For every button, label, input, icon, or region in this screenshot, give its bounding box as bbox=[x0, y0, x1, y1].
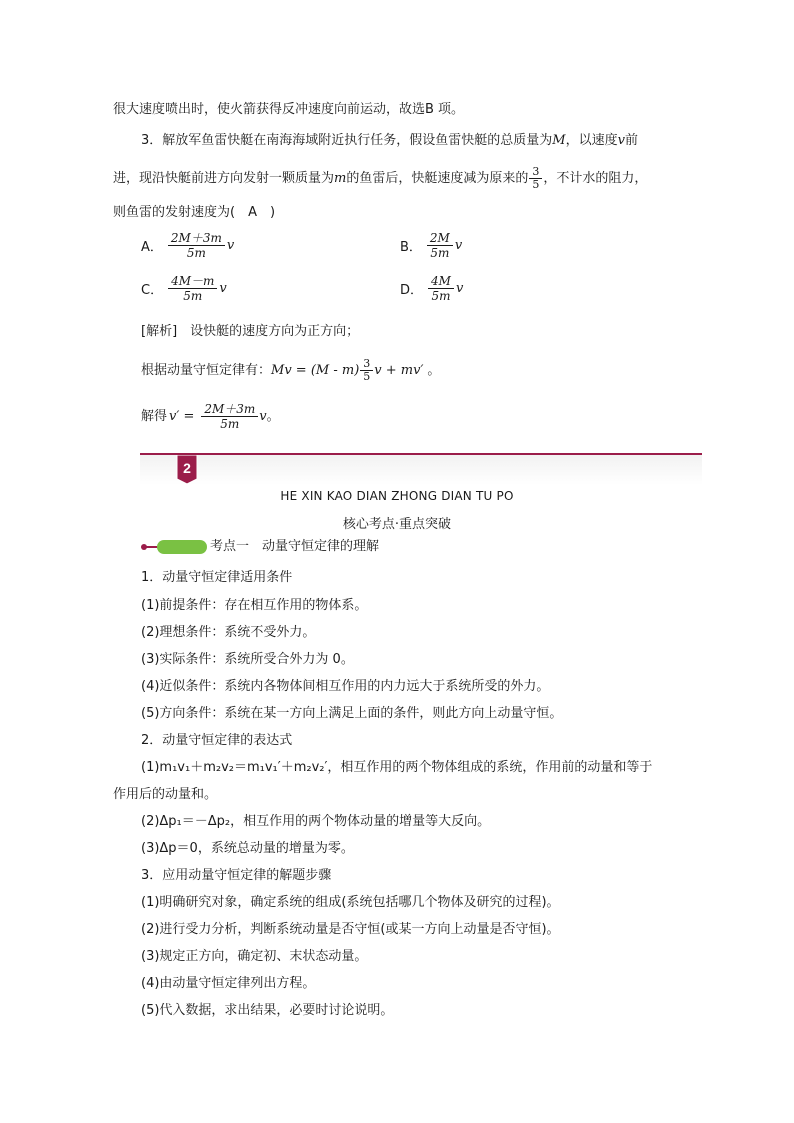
solution-tag: [解析] bbox=[141, 324, 178, 339]
topic-label: 考点一 动量守恒定律的理解 bbox=[210, 539, 380, 554]
section-header-bar bbox=[140, 453, 702, 485]
option-d: D． $\frac{4M}{5m}$ v bbox=[400, 274, 464, 303]
content-line: (3)实际条件：系统所受合外力为 0。 bbox=[141, 652, 354, 667]
section-title: 核心考点·重点突破 bbox=[342, 517, 452, 532]
option-b: B． $\frac{2M}{5m}$ v bbox=[400, 231, 463, 260]
content-heading-1: 1．动量守恒定律适用条件 bbox=[141, 570, 293, 585]
content-line: (5)代入数据，求出结果，必要时讨论说明。 bbox=[141, 1003, 394, 1018]
topic-pill bbox=[157, 540, 207, 554]
content-line: (4)由动量守恒定律列出方程。 bbox=[141, 976, 316, 991]
section-pinyin: HE XIN KAO DIAN ZHONG DIAN TU PO bbox=[280, 489, 514, 503]
option-c: C． $\frac{4M-m}{5m}$ v bbox=[141, 274, 227, 303]
content-line: 作用后的动量和。 bbox=[113, 787, 218, 802]
content-line: (2)理想条件：系统不受外力。 bbox=[141, 625, 316, 640]
solution-line-3: 解得 v′ = $\frac{2M+3m}{5m}$ v 。 bbox=[141, 402, 280, 431]
fraction-three-fifths: $\frac{3}{5}$ bbox=[529, 166, 542, 191]
question-line-3: 则鱼雷的发射速度为( A ) bbox=[113, 205, 276, 220]
content-line: (4)近似条件：系统内各物体间相互作用的内力远大于系统所受的外力。 bbox=[141, 679, 550, 694]
solution-line-1: [解析] 设快艇的速度方向为正方向； bbox=[141, 324, 360, 339]
content-heading-2: 2．动量守恒定律的表达式 bbox=[141, 733, 293, 748]
content-line: (2)进行受力分析，判断系统动量是否守恒(或某一方向上动量是否守恒)。 bbox=[141, 922, 560, 937]
intro-line: 很大速度喷出时，使火箭获得反冲速度向前运动，故选B 项。 bbox=[113, 102, 465, 117]
content-heading-3: 3．应用动量守恒定律的解题步骤 bbox=[141, 868, 332, 883]
content-line: (1)明确研究对象，确定系统的组成(系统包括哪几个物体及研究的过程)。 bbox=[141, 895, 560, 910]
section-divider bbox=[140, 453, 702, 455]
content-line: (5)方向条件：系统在某一方向上满足上面的条件，则此方向上动量守恒。 bbox=[141, 706, 563, 721]
topic-bullet-dot bbox=[141, 544, 147, 550]
content-line: (3)规定正方向，确定初、末状态动量。 bbox=[141, 949, 368, 964]
svg-text:2: 2 bbox=[183, 460, 191, 476]
content-line: (3)Δp＝0，系统总动量的增量为零。 bbox=[141, 841, 354, 856]
question-line-2: 进，现沿快艇前进方向发射一颗质量为m的鱼雷后，快艇速度减为原来的 $\frac{3}{5}$ ，不计水的阻力， bbox=[113, 165, 648, 191]
option-a: A． $\frac{2M+3m}{5m}$ v bbox=[141, 231, 235, 260]
section-number-badge bbox=[176, 455, 198, 485]
content-line: (1)前提条件：存在相互作用的物体系。 bbox=[141, 598, 368, 613]
content-line: (1)m₁v₁＋m₂v₂＝m₁v₁′＋m₂v₂′，相互作用的两个物体组成的系统，作用前的动量和等于 bbox=[141, 760, 653, 775]
content-line: (2)Δp₁＝－Δp₂，相互作用的两个物体动量的增量等大反向。 bbox=[141, 814, 491, 829]
solution-line-2: 根据动量守恒定律有： Mv = (M - m) $\frac{3}{5}$ v + mv′ 。 bbox=[141, 357, 441, 383]
question-line-1: 3．解放军鱼雷快艇在南海海域附近执行任务，假设鱼雷快艇的总质量为M，以速度v前 bbox=[141, 133, 638, 148]
